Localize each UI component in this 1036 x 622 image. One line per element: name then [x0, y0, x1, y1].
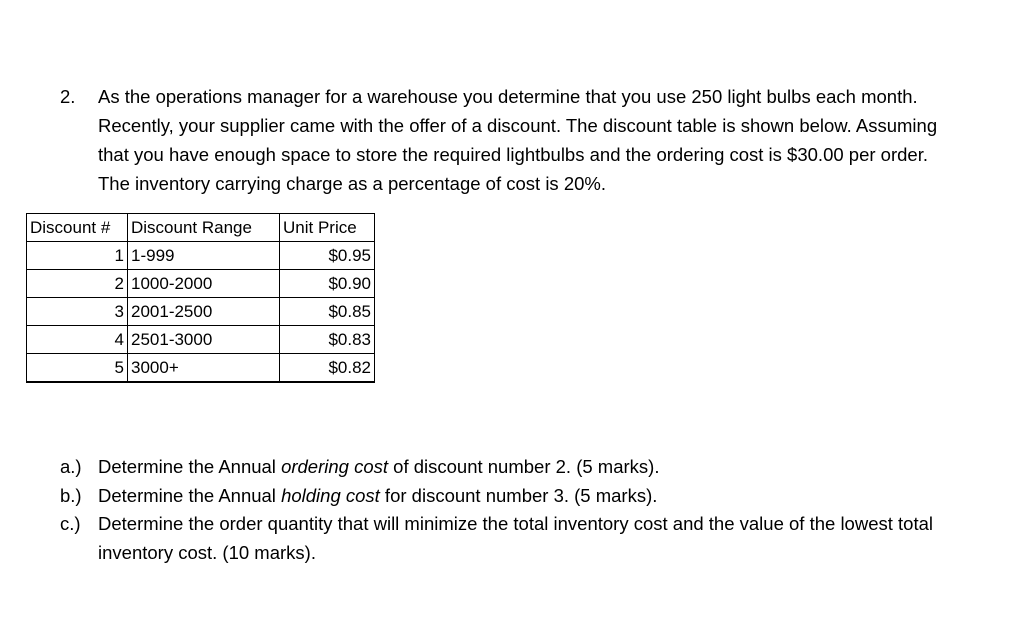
- header-discount-number: Discount #: [27, 214, 128, 242]
- sub-question-label: c.): [60, 513, 81, 534]
- question-text: As the operations manager for a warehouse you determine that you use 250 light bulbs each month. Recently, your supplier came with the offer of a discount. The discount table is shown below. Assuming that you have enough space to store the required lightbulbs and the ordering cost is $30.00 per order. The inventory carrying charge as a percentage of cost is 20%.: [98, 86, 938, 194]
- sub-questions: [60, 453, 960, 567]
- discount-number-cell: 3: [27, 298, 128, 326]
- header-unit-price: Unit Price: [280, 214, 375, 242]
- sub-question-c: [60, 510, 960, 567]
- table-header-row: [27, 214, 375, 242]
- discount-range-cell: 1000-2000: [128, 270, 280, 298]
- table-row: [27, 270, 375, 298]
- unit-price-cell: $0.85: [280, 298, 375, 326]
- unit-price-cell: $0.82: [280, 354, 375, 383]
- unit-price-cell: $0.83: [280, 326, 375, 354]
- sub-question-text: of discount number 2. (5 marks).: [388, 456, 660, 477]
- sub-question-b: [60, 482, 960, 511]
- sub-question-a: [60, 453, 960, 482]
- question-number: 2.: [60, 86, 76, 107]
- table-row: [27, 354, 375, 383]
- discount-range-cell: 2501-3000: [128, 326, 280, 354]
- sub-question-label: b.): [60, 484, 82, 506]
- discount-number-cell: 1: [27, 242, 128, 270]
- table-row: [27, 242, 375, 270]
- unit-price-cell: $0.95: [280, 242, 375, 270]
- header-discount-range: Discount Range: [128, 214, 280, 242]
- table-row: [27, 298, 375, 326]
- emphasized-term: holding cost: [281, 484, 380, 506]
- discount-number-cell: 5: [27, 354, 128, 383]
- discount-range-cell: 3000+: [128, 354, 280, 383]
- sub-question-text: Determine the Annual: [98, 484, 282, 506]
- question-block: [60, 82, 960, 198]
- sub-question-text: Determine the order quantity that will minimize the total inventory cost and the value of the lowest total inventory cost. (10 marks).: [98, 513, 933, 563]
- emphasized-term: ordering cost: [281, 456, 389, 477]
- discount-range-cell: 1-999: [128, 242, 280, 270]
- unit-price-cell: $0.90: [280, 270, 375, 298]
- sub-question-text: Determine the Annual: [98, 456, 282, 477]
- discount-range-cell: 2001-2500: [128, 298, 280, 326]
- discount-number-cell: 2: [27, 270, 128, 298]
- discount-table: [26, 213, 375, 383]
- sub-question-label: a.): [60, 456, 82, 477]
- discount-number-cell: 4: [27, 326, 128, 354]
- table-row: [27, 326, 375, 354]
- sub-question-text: for discount number 3. (5 marks).: [379, 484, 658, 506]
